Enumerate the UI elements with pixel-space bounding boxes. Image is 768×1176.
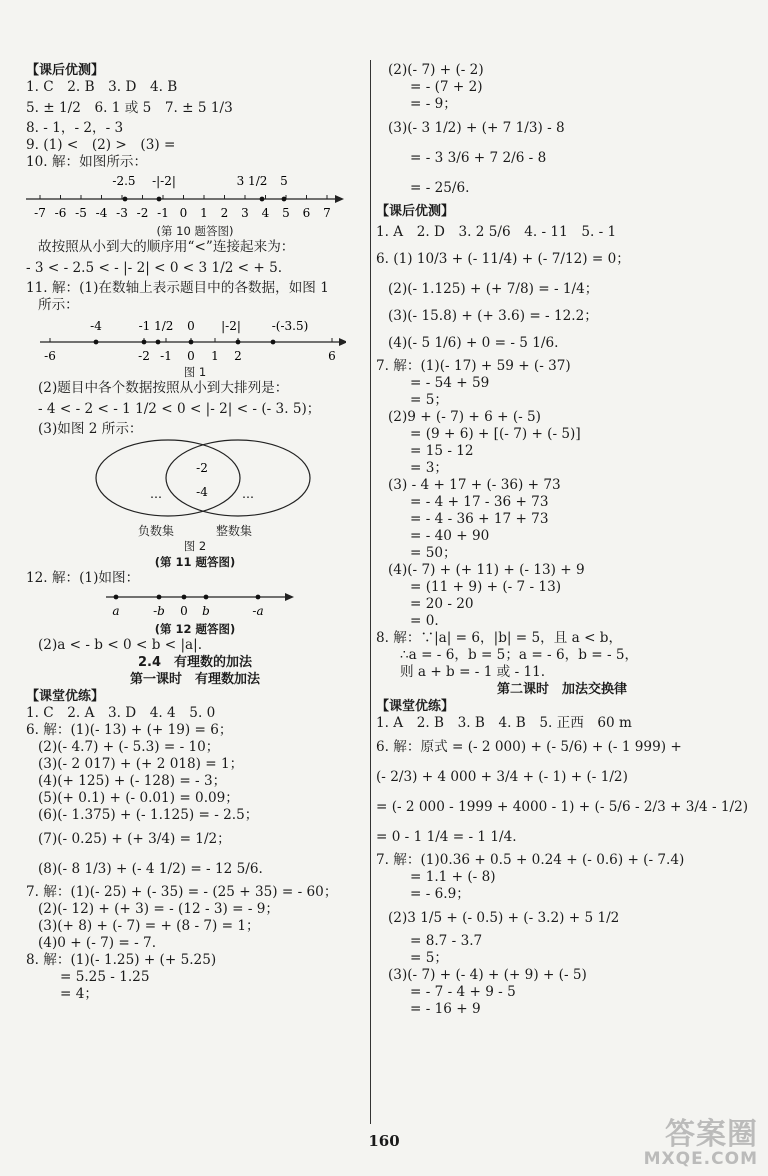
answer-line: = 0 - 1 1/4 = - 1 1/4. [376, 829, 517, 845]
point-marker [157, 197, 162, 202]
answer-line: (2)a < - b < 0 < b < |a|. [38, 637, 203, 653]
answer-line: 8. 解：∵|a| = 6，|b| = 5，且 a < b， [376, 630, 623, 646]
answer-line: 10. 解：如图所示： [26, 154, 148, 170]
lesson-title: 第二课时 加法交换律 [496, 682, 627, 697]
fig10-label: -|-2| [152, 174, 176, 188]
answer-line: (4)0 + (- 7) = - 7. [38, 935, 157, 951]
answer-line: = (9 + 6) + [(- 7) + (- 5)] [410, 426, 581, 442]
axis-tick-label: 0 [179, 206, 188, 220]
axis-tick-label: 0 [187, 349, 195, 363]
watermark-text: MXQE.COM [643, 1149, 758, 1169]
answer-line: (2)(- 4.7) + (- 5.3) = - 10； [38, 739, 220, 755]
answer-line: 5. ± 1/2 6. 1 或 5 7. ± 5 1/3 [26, 100, 233, 116]
axis-arrow [335, 195, 344, 203]
answer-line: (3)如图 2 所示： [38, 421, 143, 437]
point-marker [157, 595, 162, 600]
fig12-label: b [202, 604, 210, 618]
point-marker [204, 595, 209, 600]
answer-line: = 50； [410, 545, 457, 561]
axis-arrow [285, 593, 294, 601]
answer-line: - 4 < - 2 < - 1 1/2 < 0 < |- 2| < - (- 3. 5)； [38, 401, 321, 417]
figure-caption: 图 2 [183, 539, 207, 553]
answer-line: = 1.1 + (- 8) [410, 869, 496, 885]
negative-set-ellipse [96, 440, 240, 516]
point-marker [156, 340, 161, 345]
answer-line: (2)(- 12) + (+ 3) = - (12 - 3) = - 9； [38, 901, 279, 917]
fig11-label: |-2| [221, 319, 241, 333]
answer-line: = 5； [410, 392, 448, 408]
number-line-svg [26, 171, 346, 223]
point-marker [282, 197, 287, 202]
figure-caption: (第 10 题答图) [156, 224, 234, 238]
point-marker [260, 197, 265, 202]
integer-set-ellipse [166, 440, 310, 516]
answer-line: 1. C 2. B 3. D 4. B [26, 79, 178, 95]
answer-line: = 20 - 20 [410, 596, 474, 612]
point-marker [182, 595, 187, 600]
answer-line: (3)(- 3 1/2) + (+ 7 1/3) - 8 [388, 120, 565, 136]
answer-line: (4)(- 5 1/6) + 0 = - 5 1/6. [388, 335, 559, 351]
point-marker [236, 340, 241, 345]
venn-diagram-svg [26, 438, 346, 522]
section-heading: 【课后优测】 [376, 204, 455, 219]
answer-line: 12. 解：(1)如图： [26, 570, 140, 586]
fig10-label: 3 1/2 [236, 174, 268, 188]
answer-line: 6. (1) 10/3 + (- 11/4) + (- 7/12) = 0； [376, 251, 630, 267]
number-line-svg [26, 587, 346, 621]
venn-ellipsis: … [150, 487, 162, 501]
answer-line: (4)(+ 125) + (- 128) = - 3； [38, 773, 227, 789]
answer-line: 6. 解：原式 = (- 2 000) + (- 5/6) + (- 1 999) + [376, 739, 682, 755]
axis-tick-label: -4 [95, 206, 108, 220]
axis-tick-label: -1 [157, 206, 169, 220]
page-number: 160 [368, 1132, 400, 1150]
axis-tick-label: -1 [160, 349, 172, 363]
axis-tick-label: -5 [75, 206, 87, 220]
answer-line: = 5.25 - 1.25 [60, 969, 150, 985]
axis-tick-label: -3 [116, 206, 128, 220]
answer-line: = 5； [410, 950, 448, 966]
fig10-label: -2.5 [112, 174, 136, 188]
axis-tick-label: -7 [34, 206, 46, 220]
point-marker [256, 595, 261, 600]
answer-line: 7. 解：(1)0.36 + 0.5 + 0.24 + (- 0.6) + (- 7.4) [376, 852, 685, 868]
fig11-label: -4 [90, 319, 102, 333]
answer-line: (3) - 4 + 17 + (- 36) + 73 [388, 477, 561, 493]
answer-line: = - 4 - 36 + 17 + 73 [410, 511, 549, 527]
fig11-label: -(-3.5) [271, 319, 309, 333]
point-marker [114, 595, 119, 600]
column-divider [370, 60, 371, 1124]
venn-ellipsis: … [242, 487, 254, 501]
answer-line: (2)9 + (- 7) + 6 + (- 5) [388, 409, 541, 425]
number-line-svg [26, 314, 346, 364]
answer-line: - 3 < - 2.5 < - |- 2| < 0 < 3 1/2 < + 5. [26, 260, 283, 276]
answer-line: (3)(- 7) + (- 4) + (+ 9) + (- 5) [388, 967, 587, 983]
answer-line: (4)(- 7) + (+ 11) + (- 13) + 9 [388, 562, 585, 578]
fig12-label: a [112, 604, 120, 618]
axis-arrow [339, 338, 346, 346]
answer-line: (2)3 1/5 + (- 0.5) + (- 3.2) + 5 1/2 [388, 910, 620, 926]
fig12-label: -a [252, 604, 264, 618]
answer-line: (2)(- 7) + (- 2) [388, 62, 484, 78]
fig12-label: 0 [180, 604, 188, 618]
answer-line: ∴a = - 6，b = 5；a = - 6，b = - 5， [400, 647, 639, 663]
axis-tick-label: 6 [328, 349, 336, 363]
answer-line: 所示： [38, 297, 79, 313]
section-heading: 【课后优测】 [26, 63, 105, 78]
answer-line: = - 54 + 59 [410, 375, 490, 391]
answer-line: (7)(- 0.25) + (+ 3/4) = 1/2； [38, 831, 231, 847]
figure-caption: (第 11 题答图) [154, 555, 236, 569]
answer-line: 7. 解：(1)(- 17) + 59 + (- 37) [376, 358, 571, 374]
axis-tick-label: -6 [54, 206, 67, 220]
watermark-text: 答案圈 [665, 1117, 758, 1152]
axis-tick-label: 1 [211, 349, 219, 363]
venn-set-labels [26, 522, 364, 538]
answer-line: (5)(+ 0.1) + (- 0.01) = 0.09； [38, 790, 239, 806]
site-watermark-logo [643, 1117, 758, 1169]
axis-tick-label: -2 [136, 206, 149, 220]
answer-line: (3)(+ 8) + (- 7) = + (8 - 7) = 1； [38, 918, 260, 934]
axis-tick-label: 5 [282, 206, 290, 220]
answer-line: = (- 2 000 - 1999 + 4000 - 1) + (- 5/6 - 2/3 + 3/4 - 1/2) [376, 799, 749, 815]
lesson-title: 第一课时 有理数加法 [129, 672, 260, 687]
answer-line: = 0. [410, 613, 439, 629]
answer-line: = - 25/6. [410, 180, 470, 196]
answer-line: 故按照从小到大的顺序用“<”连接起来为： [38, 239, 295, 255]
answer-line: = - 3 3/6 + 7 2/6 - 8 [410, 150, 547, 166]
figure-11-venn [26, 438, 364, 522]
axis-tick-label: 2 [234, 349, 242, 363]
answer-line: = - 16 + 9 [410, 1001, 481, 1017]
answer-line: = - 6.9； [410, 886, 470, 902]
point-marker [271, 340, 276, 345]
fig11-label: -1 1/2 [138, 319, 174, 333]
axis-tick-label: -6 [44, 349, 56, 363]
answer-line: 8. - 1，- 2，- 3 [26, 120, 124, 136]
section-heading: 【课堂优练】 [26, 689, 105, 704]
answer-line: = 8.7 - 3.7 [410, 933, 483, 949]
figure-caption: (第 12 题答图) [154, 622, 236, 636]
axis-tick-label: -2 [138, 349, 150, 363]
axis-tick-label: 2 [220, 206, 229, 220]
answer-line: 7. 解：(1)(- 25) + (- 35) = - (25 + 35) = - 60； [26, 884, 338, 900]
axis-tick-label: 1 [200, 206, 208, 220]
fig12-label: -b [153, 604, 165, 618]
answer-line: (- 2/3) + 4 000 + 3/4 + (- 1) + (- 1/2) [376, 769, 628, 785]
answer-line: 1. A 2. D 3. 2 5/6 4. - 11 5. - 1 [376, 224, 617, 240]
answer-line: = (11 + 9) + (- 7 - 13) [410, 579, 562, 595]
section-title: 2.4 有理数的加法 [137, 655, 253, 670]
answer-line: (3)(- 2 017) + (+ 2 018) = 1； [38, 756, 244, 772]
point-marker [94, 340, 99, 345]
answer-line: 11. 解：(1)在数轴上表示题目中的各数据，如图 1 [26, 280, 329, 296]
answer-line: = 15 - 12 [410, 443, 474, 459]
figure-caption: 图 1 [183, 365, 207, 379]
axis-tick-label: 4 [261, 206, 270, 220]
answer-line: (6)(- 1.375) + (- 1.125) = - 2.5； [38, 807, 259, 823]
answer-line: 则 a + b = - 1 或 - 11. [400, 664, 546, 680]
answer-line: 8. 解：(1)(- 1.25) + (+ 5.25) [26, 952, 217, 968]
fig11-label: 0 [187, 319, 195, 333]
answer-line: = - 7 - 4 + 9 - 5 [410, 984, 516, 1000]
point-marker [189, 340, 194, 345]
answer-line: (2)题目中各个数据按照从小到大排列是： [38, 380, 289, 396]
integer-set-label: 整数集 [216, 524, 253, 538]
left-column [26, 62, 364, 1003]
right-column [376, 62, 748, 1018]
answer-line: = - (7 + 2) [410, 79, 483, 95]
axis-tick-label: 3 [241, 206, 249, 220]
fig10-label: 5 [280, 174, 288, 188]
answer-line: = - 9； [410, 96, 457, 112]
answer-line: (2)(- 1.125) + (+ 7/8) = - 1/4； [388, 281, 599, 297]
axis-tick-label: 7 [323, 206, 331, 220]
answer-line: = - 4 + 17 - 36 + 73 [410, 494, 549, 510]
axis-tick-label: 6 [302, 206, 311, 220]
answer-line: = 4； [60, 986, 98, 1002]
venn-inner-value: -2 [196, 461, 208, 475]
point-marker [142, 340, 147, 345]
figure-12-number-line [26, 587, 364, 621]
figure-11-number-line [26, 314, 364, 364]
answer-line: (8)(- 8 1/3) + (- 4 1/2) = - 12 5/6. [38, 861, 263, 877]
answer-line: (3)(- 15.8) + (+ 3.6) = - 12.2； [388, 308, 598, 324]
answer-line: 1. A 2. B 3. B 4. B 5. 正西 60 m [376, 715, 632, 731]
answer-line: 1. C 2. A 3. D 4. 4 5. 0 [26, 705, 216, 721]
negative-set-label: 负数集 [138, 524, 175, 538]
venn-inner-value: -4 [196, 485, 208, 499]
figure-10-number-line [26, 171, 364, 223]
answer-line: 9. (1) < (2) > (3) = [26, 137, 176, 153]
point-marker [123, 197, 128, 202]
answer-line: = - 40 + 90 [410, 528, 490, 544]
section-heading: 【课堂优练】 [376, 699, 455, 714]
answer-line: = 3； [410, 460, 448, 476]
answer-line: 6. 解：(1)(- 13) + (+ 19) = 6； [26, 722, 233, 738]
